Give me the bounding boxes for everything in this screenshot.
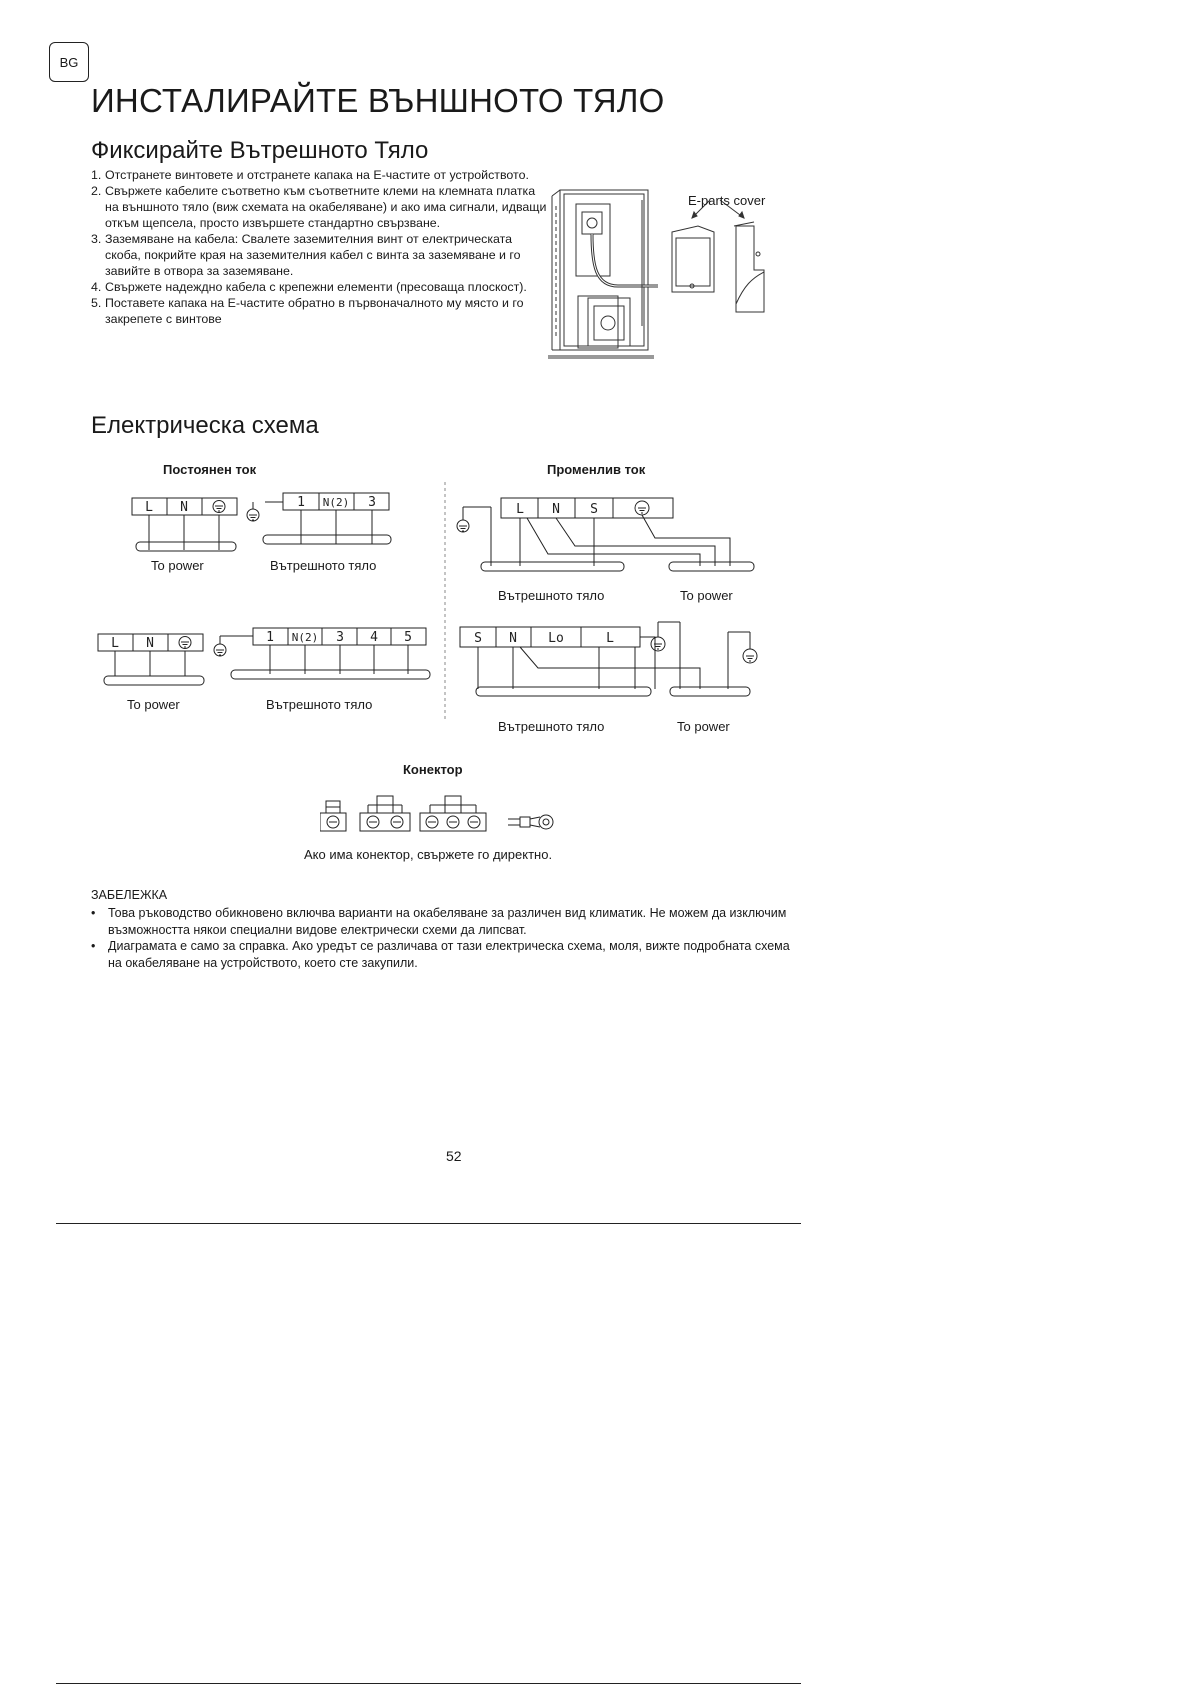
step-item: 4. Свържете надеждно кабела с крепежни елементи (пресоваща плоскост).	[91, 280, 527, 294]
bullet-icon: •	[91, 906, 96, 920]
terminal-label: L	[111, 636, 119, 651]
step-item: 5. Поставете капака на E-частите обратно в първоначалното му място и го закрепете с винтове	[91, 296, 524, 326]
notes-list	[91, 905, 791, 971]
eparts-cover-label: E-parts cover	[688, 193, 766, 208]
section-title-wiring: Електрическа схема	[91, 412, 319, 439]
terminal-label: N	[146, 636, 154, 651]
section-title-fix-indoor: Фиксирайте Вътрешното Тяло	[91, 137, 429, 164]
wiring-diagrams	[90, 482, 790, 744]
step-item: 2. Свържете кабелите съответно към съответните клеми на клемната платка на външното тяло (виж схемата на окабеляване) и ако има сигнали, идващи откъм щепсела, просто извършете стандартно свързване.	[91, 184, 547, 230]
dc2-power-label: To power	[127, 697, 180, 712]
terminal-label: N	[509, 631, 517, 646]
ac2-power-label: To power	[677, 719, 730, 734]
ac1-indoor-label: Вътрешното тяло	[498, 588, 605, 603]
note-item: • Това ръководство обикновено включва варианти на окабеляване за различен вид климатик. Не можем да изключим възможността някои специални видове електрически схеми да липсват.	[91, 906, 787, 937]
terminal-label: 4	[370, 630, 378, 645]
note-heading: ЗАБЕЛЕЖКА	[91, 888, 168, 902]
terminal-label: N(2)	[291, 631, 319, 644]
terminal-label: S	[474, 631, 482, 646]
terminal-label: L	[606, 631, 614, 646]
dc-title: Постоянен ток	[163, 462, 257, 477]
ac-title: Променлив ток	[547, 462, 646, 477]
bullet-icon: •	[91, 939, 96, 953]
page-title: ИНСТАЛИРАЙТЕ ВЪНШНОТО ТЯЛО	[91, 82, 665, 119]
connector-icons	[320, 793, 560, 833]
dc1-power-label: To power	[151, 558, 204, 573]
step-item: 3. Заземяване на кабела: Свалете заземителния винт от електрическата скоба, покрийте края на заземителния кабел с винта за заземяване и го завийте в отвора за заземяване.	[91, 232, 521, 278]
connector-title: Конектор	[403, 762, 463, 777]
terminal-label: L	[145, 500, 153, 515]
terminal-label: 3	[336, 630, 344, 645]
ac1-power-label: To power	[680, 588, 733, 603]
step-item: 1. Отстранете винтовете и отстранете капака на E-частите от устройството.	[91, 168, 529, 182]
terminal-label: N(2)	[322, 496, 350, 509]
language-badge: BG	[49, 42, 89, 82]
dc2-indoor-label: Вътрешното тяло	[266, 697, 373, 712]
terminal-label: 3	[368, 495, 376, 510]
terminal-label: 1	[297, 495, 305, 510]
terminal-label: L	[516, 502, 524, 517]
terminal-label: S	[590, 502, 598, 517]
divider	[56, 1223, 801, 1224]
terminal-label: N	[552, 502, 560, 517]
terminal-label: N	[180, 500, 188, 515]
outdoor-unit-illustration	[548, 186, 798, 364]
terminal-label: 5	[404, 630, 412, 645]
ac2-indoor-label: Вътрешното тяло	[498, 719, 605, 734]
page-number: 52	[446, 1148, 462, 1164]
terminal-label: Lo	[548, 631, 564, 646]
installation-steps	[91, 167, 551, 327]
terminal-label: 1	[266, 630, 274, 645]
connector-note: Ако има конектор, свържете го директно.	[304, 847, 553, 862]
note-item: • Диаграмата е само за справка. Ако уредът се различава от тази електрическа схема, моля, вижте подробната схема на окабеляване на устройството, което сте закупили.	[91, 939, 790, 970]
dc1-indoor-label: Вътрешното тяло	[270, 558, 377, 573]
